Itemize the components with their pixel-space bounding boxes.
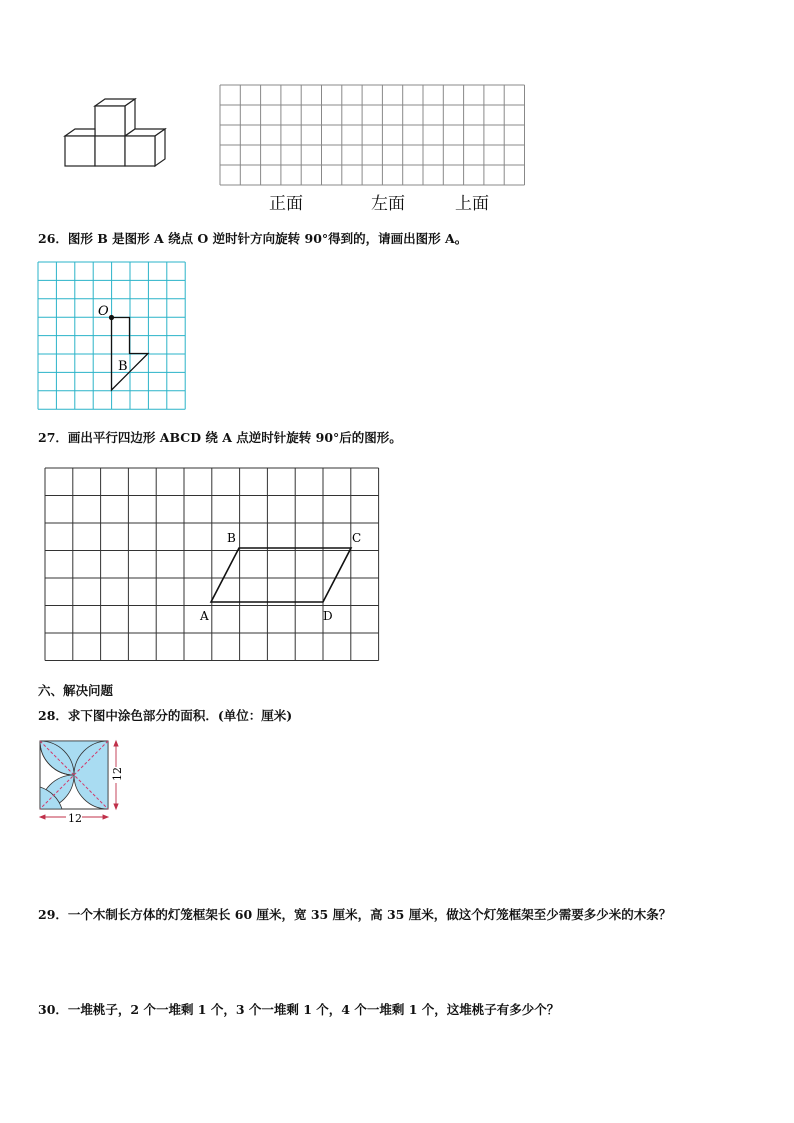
rotation-grid-26[interactable] [37, 261, 187, 411]
front-view-label: 正面 [269, 194, 303, 214]
vertex-c-label: C [352, 531, 362, 545]
shaded-area-figure [36, 737, 132, 827]
cube-figure [60, 96, 170, 168]
shape-b-label: B [118, 359, 128, 374]
height-label: 12 [111, 767, 124, 781]
question-26: 26．图形 B 是图形 A 绕点 O 逆时针方向旋转 90°得到的，请画出图形 A。 [38, 231, 468, 246]
parallelogram-abcd [211, 548, 351, 602]
vertex-d-label: D [323, 609, 333, 623]
vertex-b-label: B [227, 531, 236, 545]
point-o [109, 315, 114, 320]
parallelogram-grid-27[interactable] [40, 462, 384, 662]
question-29: 29．一个木制长方体的灯笼框架长 60 厘米，宽 35 厘米，高 35 厘米，做这个灯笼框架至少需要多少米的木条？ [38, 907, 672, 922]
views-grid[interactable] [219, 84, 527, 187]
width-label: 12 [68, 812, 82, 825]
vertex-a-label: A [200, 609, 209, 623]
question-28: 28．求下图中涂色部分的面积．(单位：厘米) [38, 708, 293, 723]
left-view-label: 左面 [371, 194, 405, 214]
question-27: 27．画出平行四边形 ABCD 绕 A 点逆时针旋转 90°后的图形。 [38, 430, 402, 445]
top-view-label: 上面 [455, 194, 489, 214]
question-30: 30．一堆桃子，2 个一堆剩 1 个，3 个一堆剩 1 个，4 个一堆剩 1 个，这堆桃子有多少个？ [38, 1002, 560, 1017]
point-o-label: O [98, 304, 109, 319]
section-6-title: 六、解决问题 [38, 683, 114, 698]
